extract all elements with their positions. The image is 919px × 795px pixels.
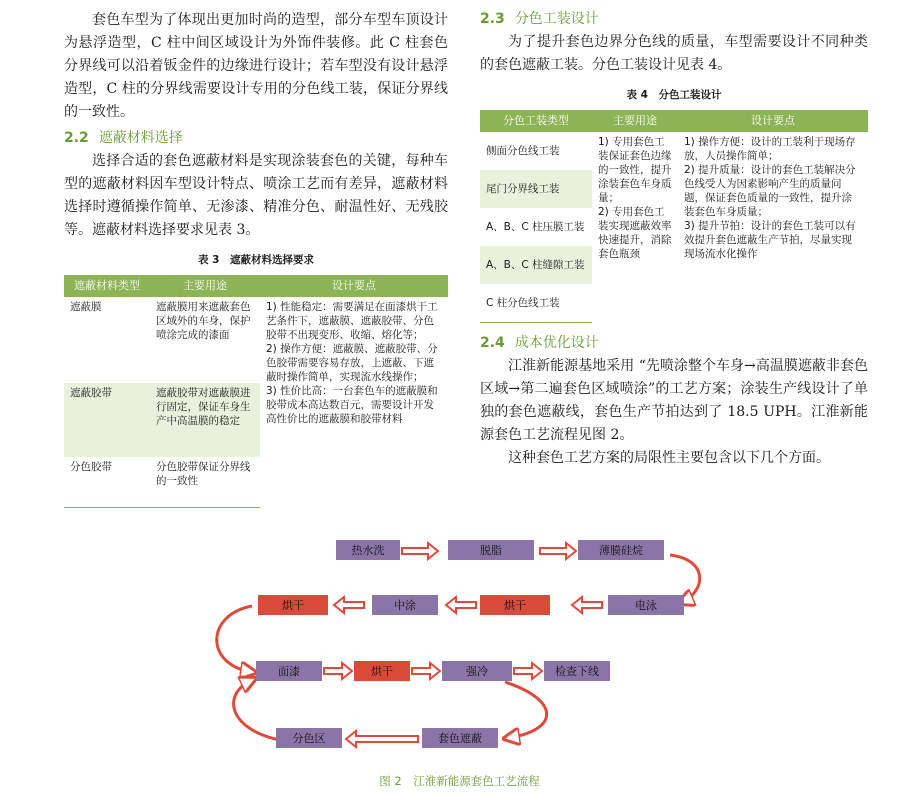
table3-header-row (64, 275, 448, 297)
table3-point: 3) 性价比高：一台套色车的遮蔽膜和胶带成本高达数百元，需要设计开发高性价比的遮蔽膜和胶带材料 (266, 385, 438, 425)
step-label: 分色区 (292, 732, 326, 745)
paragraph-fixture-design: 为了提升套色边界分色线的质量，车型需要设计不同种类的套色遮蔽工装。分色工装设计见表 4。 (480, 34, 868, 73)
table4-point: 1) 操作方便：设计的工装利于现场存放，人员操作简单； (684, 136, 856, 162)
table3-points (260, 297, 448, 507)
curve-arrow (505, 682, 547, 738)
figure-caption: 图 2 江淮新能源套色工艺流程 (379, 774, 540, 788)
section-heading-2-3 (480, 7, 868, 31)
section-title: 遮蔽材料选择 (98, 130, 183, 146)
step-label: 烘干 (371, 665, 393, 678)
table4-header-row (480, 110, 868, 132)
table3-point: 1) 性能稳定：需要满足在面漆烘干工艺条件下，遮蔽膜、遮蔽胶带、分色胶带不出现变形、收缩、熔化等； (266, 301, 438, 341)
table4-type: A、B、C 柱压膜工装 (480, 208, 592, 246)
step-label: 检查下线 (555, 665, 599, 678)
table4-use: 2) 专用套色工装实现遮蔽效率快速提升，消除套色瓶颈 (598, 206, 672, 260)
table-row (480, 132, 868, 170)
table3-type: 遮蔽膜 (70, 301, 102, 313)
table3-use: 遮蔽膜用来遮蔽套色区域外的车身，保护喷涂完成的漆面 (156, 301, 251, 341)
table4-type: 尾门分界线工装 (480, 170, 592, 208)
table4-type: A、B、C 柱缝隙工装 (480, 246, 592, 284)
step-label: 电泳 (635, 599, 657, 612)
curve-arrow (670, 555, 700, 602)
section-number: 2.4 (480, 334, 505, 351)
arrow-left (572, 597, 602, 613)
table4-header: 分色工装类型 (480, 110, 592, 132)
step-label: 烘干 (504, 599, 526, 612)
table3-use: 遮蔽胶带对遮蔽膜进行固定，保证车身生产中高温膜的稳定 (150, 383, 260, 457)
section-number: 2.2 (64, 130, 89, 146)
arrow-right (402, 543, 438, 559)
right-column (480, 0, 868, 470)
arrow-right (324, 663, 352, 679)
table-row (64, 297, 448, 383)
left-column (64, 0, 448, 508)
table4-point: 3) 提升节拍：设计的套色工装可以有效提升套色遮蔽生产节拍，尽量实现现场流水化操作 (684, 220, 856, 260)
section-heading-2-2 (64, 126, 448, 150)
table3-caption: 表 3 遮蔽材料选择要求 (198, 254, 314, 266)
arrow-right (412, 663, 440, 679)
step-label: 套色遮蔽 (438, 732, 482, 745)
table4-points (678, 132, 868, 322)
section-heading-2-4 (480, 331, 868, 355)
table4-type: C 柱分色线工装 (480, 284, 592, 322)
table4-caption: 表 4 分色工装设计 (626, 89, 722, 101)
step-label: 中涂 (394, 599, 416, 612)
step-label: 强冷 (466, 665, 488, 678)
arrow-right (514, 663, 542, 679)
table3-header: 主要用途 (150, 275, 260, 297)
paragraph-limitations: 这种套色工艺方案的局限性主要包含以下几个方面。 (508, 449, 830, 466)
paragraph-c-pillar: 套色车型为了体现出更加时尚的造型，部分车型车顶设计为悬浮造型，C 柱中间区域设计为外饰件装修。此 C 柱套色分界线可以沿着钣金件的边缘进行设计；若车型没有设计悬浮造型，C 柱的分界线需要设计专用的分色线工装，保证分界线的一致性。 (64, 12, 448, 120)
step-label: 热水洗 (351, 544, 385, 557)
table4-use: 1) 专用套色工装保证套色边缘的一致性，提升涂装套色车身质量； (598, 136, 672, 204)
table4-uses (592, 132, 678, 322)
table3-header: 设计要点 (260, 275, 448, 297)
table4-point: 2) 提升质量：设计的套色工装解决分色线受人为因素影响产生的质量问题，保证套色质量的一致性，提升涂装套色车身质量； (684, 164, 856, 218)
step-label: 薄膜硅烷 (599, 544, 643, 557)
table3 (64, 275, 448, 508)
section-title: 成本优化设计 (514, 334, 599, 351)
table3-header: 遮蔽材料类型 (64, 275, 150, 297)
table3-type: 遮蔽胶带 (64, 383, 150, 457)
table3-use: 分色胶带保证分界线的一致性 (150, 457, 260, 507)
paragraph-cost-optimization: 江淮新能源基地采用 “先喷涂整个车身→高温膜遮蔽非套色区域→第二遍套色区域喷涂”的工艺方案；涂装生产线设计了单独的套色遮蔽线，套色生产节拍达到了 18.5 UPH。江淮新能源套色工艺流程见图 2。 (480, 357, 868, 443)
table4-header: 设计要点 (678, 110, 868, 132)
section-number: 2.3 (480, 11, 505, 27)
table4-type: 侧面分色线工装 (480, 132, 592, 170)
section-title: 分色工装设计 (514, 11, 599, 27)
arrow-left (446, 597, 476, 613)
table3-point: 2) 操作方便：遮蔽膜、遮蔽胶带、分色胶带需要容易存放，上遮蔽、下遮蔽时操作简单，实现流水线操作； (266, 343, 438, 383)
process-flow-diagram (200, 530, 720, 770)
table4 (480, 110, 868, 323)
table4-header: 主要用途 (592, 110, 678, 132)
paragraph-masking-material: 选择合适的套色遮蔽材料是实现涂装套色的关键，每种车型的遮蔽材料因车型设计特点、喷涂工艺而有差异，遮蔽材料选择时遵循操作简单、无渗漆、精准分色、耐温性好、无残胶等。遮蔽材料选择要求见表 3。 (64, 153, 448, 238)
arrow-left (334, 597, 364, 613)
arrow-left (346, 731, 418, 747)
step-label: 脱脂 (480, 544, 502, 557)
table3-type: 分色胶带 (64, 457, 150, 507)
curve-arrow (217, 606, 252, 672)
step-label: 烘干 (282, 599, 304, 612)
step-label: 面漆 (278, 665, 300, 678)
arrow-right (540, 543, 576, 559)
curve-arrow (234, 680, 280, 740)
